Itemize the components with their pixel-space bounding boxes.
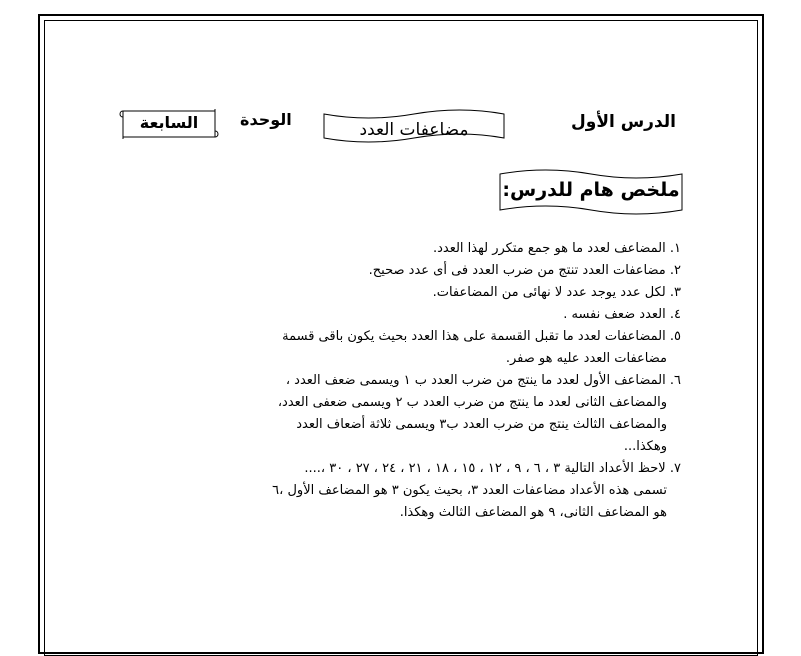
point-text: لكل عدد يوجد عدد لا نهائى من المضاعفات.	[432, 285, 666, 300]
list-item	[121, 458, 681, 524]
point-text-continued: والمضاعف الثانى لعدد ما ينتج من ضرب العدد ب ٢ ويسمى ضعفى العدد،	[277, 395, 667, 410]
list-item	[121, 238, 681, 260]
point-text-continued: هو المضاعف الثانى، ٩ هو المضاعف الثالث وهكذا.	[399, 505, 667, 520]
point-number: ٣.	[669, 285, 681, 300]
point-number: ٦.	[669, 373, 681, 388]
point-number: ٢.	[669, 263, 681, 278]
point-text-continued: وهكذا...	[623, 439, 667, 454]
point-text: المضاعف الأول لعدد ما ينتج من ضرب العدد ب ١ ويسمى ضعف العدد ،	[285, 373, 666, 388]
list-item	[121, 326, 681, 370]
point-text: المضاعفات لعدد ما تقبل القسمة على هذا العدد بحيث يكون باقى قسمة	[282, 329, 666, 344]
topic-scroll-box	[322, 108, 506, 144]
summary-scroll-box	[496, 166, 686, 218]
list-item	[121, 370, 681, 458]
point-text-continued: والمضاعف الثالث ينتج من ضرب العدد ب٣ ويسمى ثلاثة أضعاف العدد	[296, 417, 667, 432]
point-text: لاحظ الأعداد التالية ٣ ، ٦ ، ٩ ، ١٢ ، ١٥ ، ١٨ ، ٢١ ، ٢٤ ، ٢٧ ، ٣٠ ،....	[304, 461, 666, 476]
list-item	[121, 304, 681, 326]
point-text: المضاعف لعدد ما هو جمع متكرر لهذا العدد.	[432, 241, 666, 256]
summary-points-list	[121, 238, 681, 524]
point-text: العدد ضعف نفسه .	[563, 307, 666, 322]
point-number: ١.	[669, 241, 681, 256]
unit-scroll-box	[118, 108, 220, 142]
point-number: ٥.	[669, 329, 681, 344]
topic-title: مضاعفات العدد	[359, 120, 469, 140]
lesson-header	[0, 108, 801, 148]
list-item	[121, 260, 681, 282]
lesson-label: الدرس الأول	[571, 112, 676, 132]
list-item	[121, 282, 681, 304]
point-number: ٤.	[669, 307, 681, 322]
point-number: ٧.	[669, 461, 681, 476]
point-text-continued: مضاعفات العدد عليه هو صفر.	[505, 351, 667, 366]
unit-value: السابعة	[139, 113, 199, 132]
summary-title: ملخص هام للدرس:	[502, 179, 680, 201]
point-text: مضاعفات العدد تنتج من ضرب العدد فى أى عدد صحيح.	[368, 263, 666, 278]
unit-label: الوحدة	[240, 110, 292, 129]
point-text-continued: تسمى هذه الأعداد مضاعفات العدد ٣، بحيث يكون ٣ هو المضاعف الأول ،٦	[272, 483, 667, 498]
